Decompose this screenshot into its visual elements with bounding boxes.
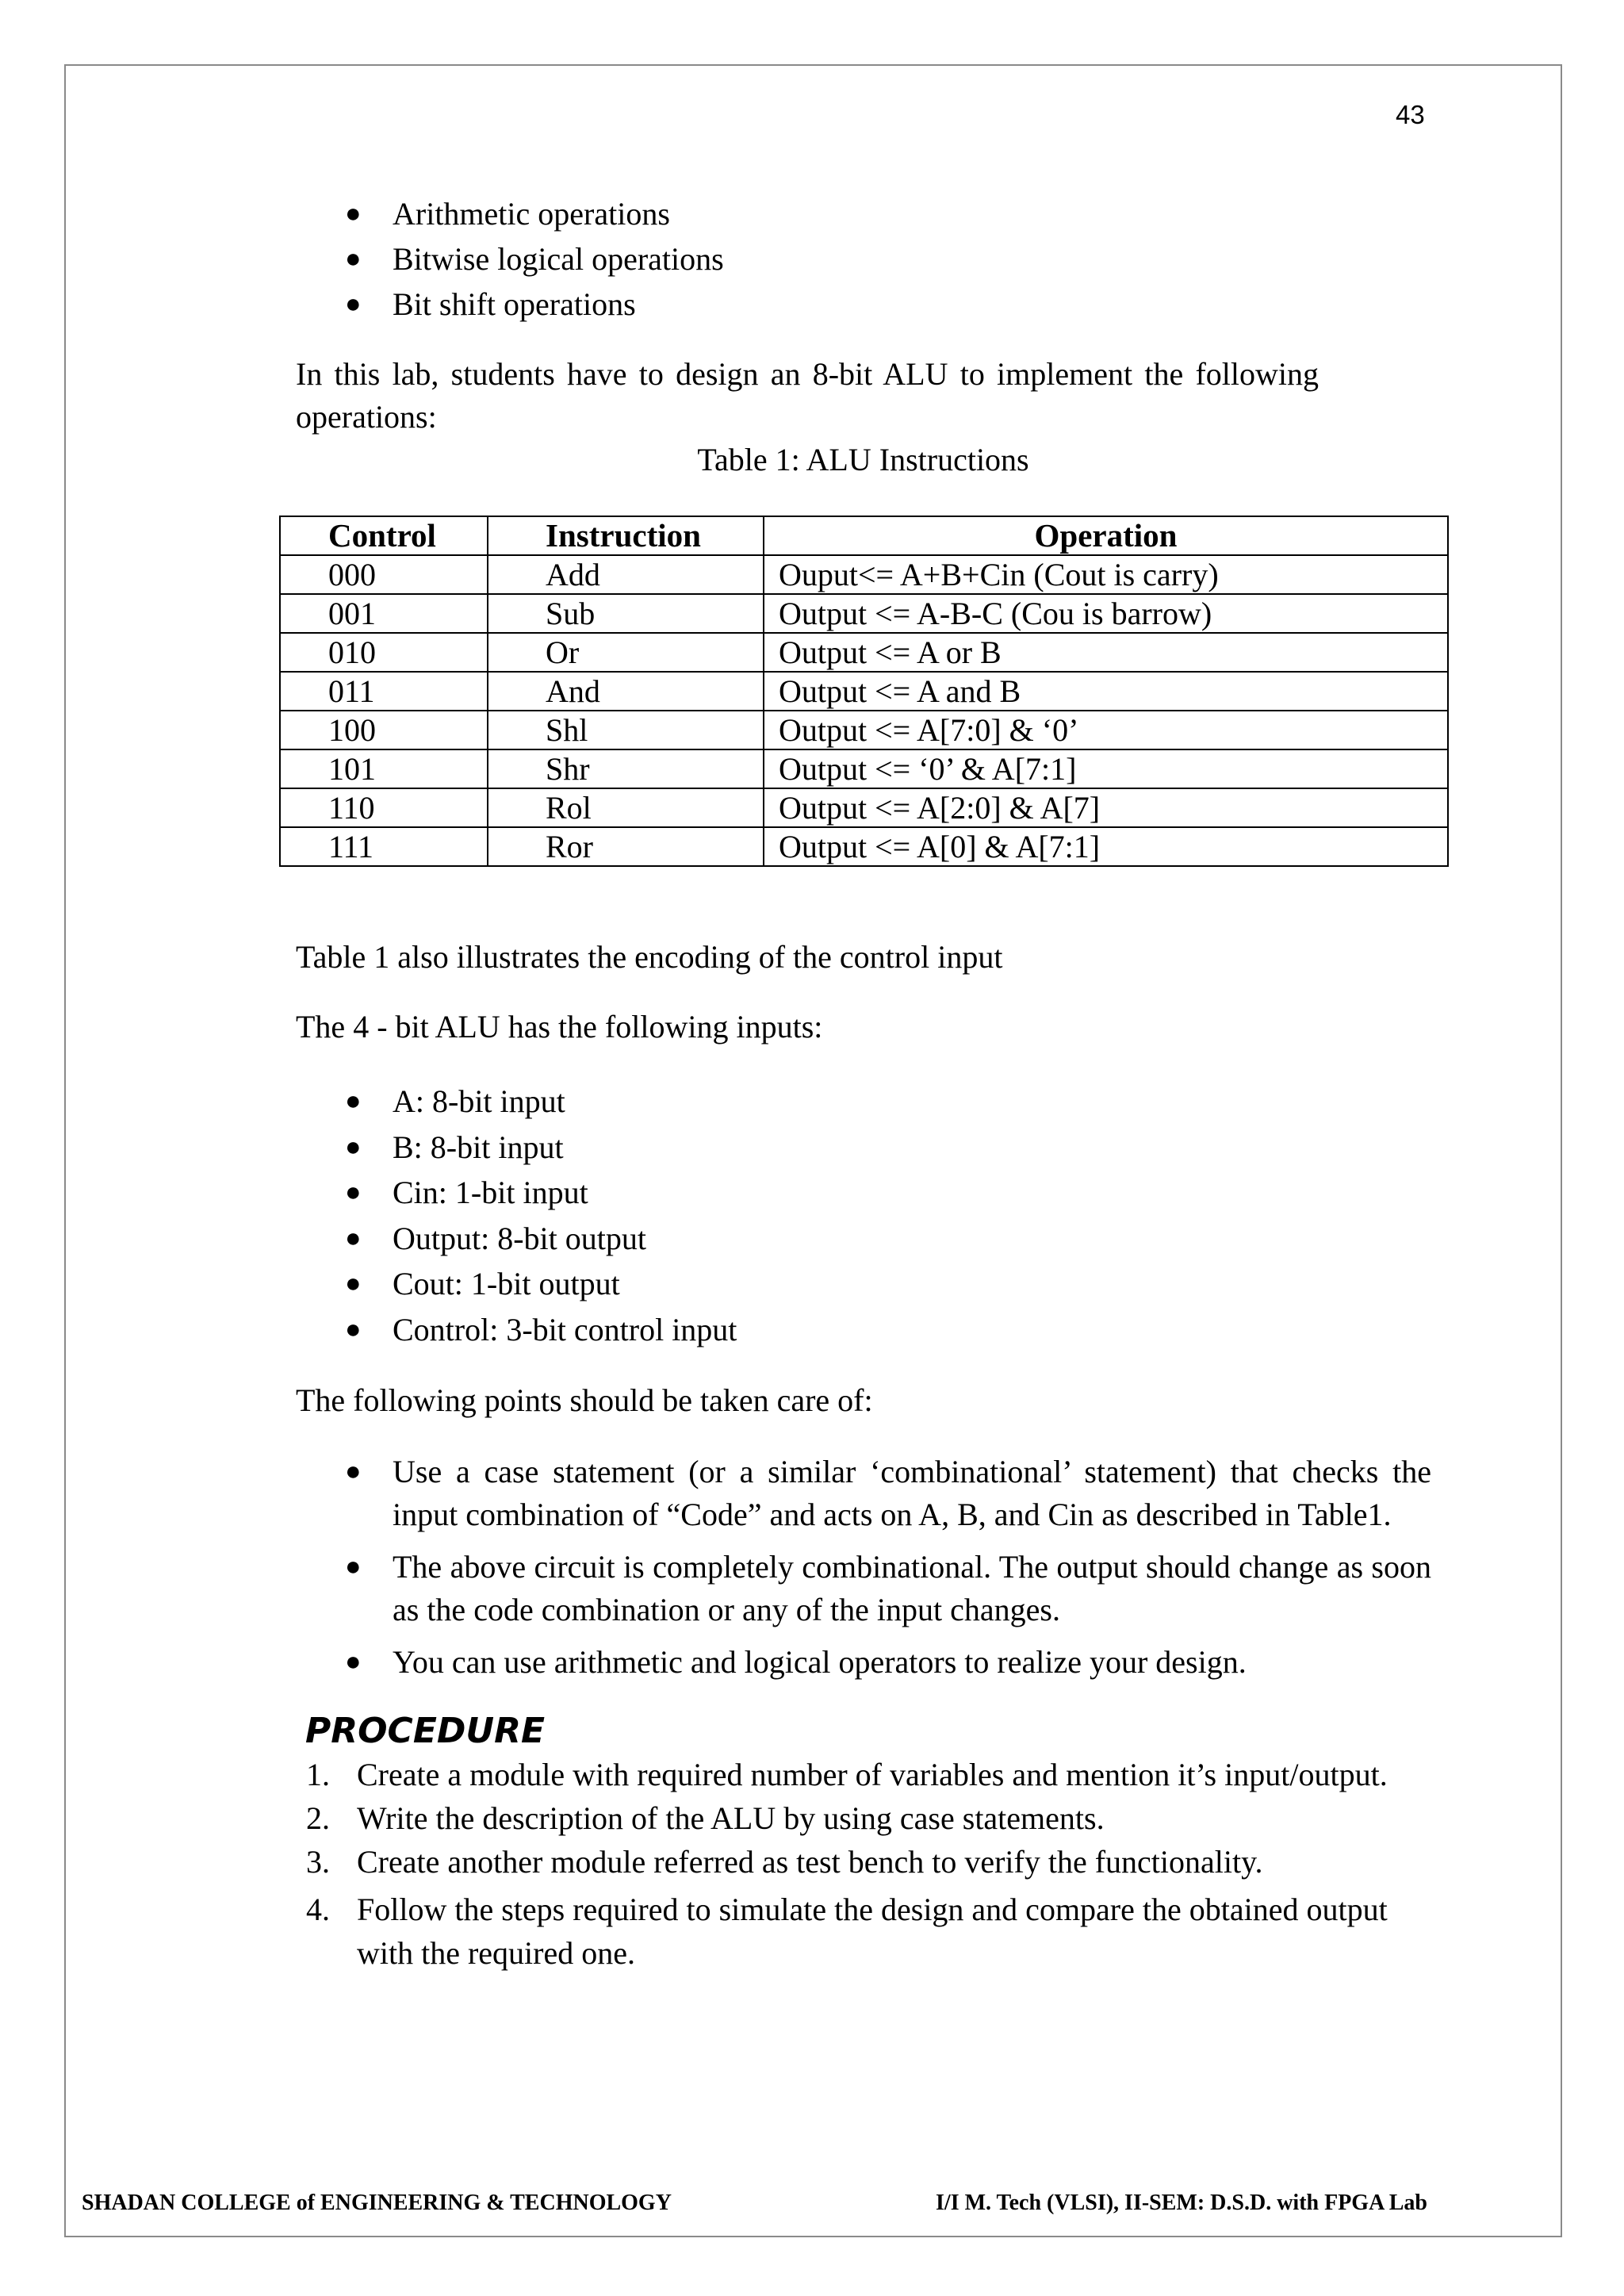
column-header: Instruction	[488, 516, 764, 555]
control-cell: 000	[280, 555, 488, 594]
table-row	[280, 749, 1448, 788]
operation-cell: Ouput<= A+B+Cin (Cout is carry)	[764, 555, 1448, 594]
instruction-cell: Shr	[488, 749, 764, 788]
list-item: 2. Write the description of the ALU by using case statements.	[357, 1796, 1435, 1840]
bullet-icon: ●	[345, 1087, 362, 1116]
list-item: ● Cout: 1-bit output	[393, 1263, 1423, 1309]
points-intro: The following points should be taken care of:	[296, 1382, 873, 1418]
bullet-icon: ●	[345, 1132, 362, 1162]
instruction-cell: Ror	[488, 827, 764, 866]
list-item: ● B: 8-bit input	[393, 1126, 1423, 1172]
list-item: 4. Follow the steps required to simulate the design and compare the obtained output with the required one.	[357, 1888, 1435, 1975]
list-item: ● The above circuit is completely combinational. The output should change as soon as the code combination or any of the input changes.	[393, 1546, 1431, 1631]
footer-course-info: I/I M. Tech (VLSI), II-SEM: D.S.D. with FPGA Lab	[936, 2191, 1427, 2215]
procedure-title: PROCEDURE	[305, 1711, 546, 1751]
bullet-icon: ●	[345, 1314, 362, 1344]
operation-cell: Output <= A-B-C (Cou is barrow)	[764, 594, 1448, 633]
control-cell: 001	[280, 594, 488, 633]
page-number: 43	[1396, 100, 1425, 129]
operation-cell: Output <= A[0] & A[7:1]	[764, 827, 1448, 866]
instruction-cell: Sub	[488, 594, 764, 633]
instruction-cell: Or	[488, 633, 764, 672]
table-row	[280, 555, 1448, 594]
list-item: ● Use a case statement (or a similar ‘combinational’ statement) that checks the input combination of “Code” and acts on A, B, and Cin as described in Table1.	[393, 1451, 1431, 1536]
step-number: 1.	[306, 1757, 330, 1792]
points-list	[345, 1451, 1431, 1693]
bullet-icon: ●	[345, 1457, 362, 1486]
bullet-icon: ●	[345, 1223, 362, 1253]
instruction-cell: Rol	[488, 788, 764, 827]
list-item: 3. Create another module referred as test bench to verify the functionality.	[357, 1840, 1435, 1884]
list-item: ● Bit shift operations	[393, 283, 1423, 328]
footer-college-name: SHADAN COLLEGE of ENGINEERING & TECHNOLOGY	[82, 2191, 672, 2215]
intro-paragraph: In this lab, students have to design an 8-bit ALU to implement the following operations:	[296, 356, 1319, 435]
list-item: ● Cin: 1-bit input	[393, 1171, 1423, 1217]
control-cell: 111	[280, 827, 488, 866]
table-row	[280, 788, 1448, 827]
table-caption: Table 1: ALU Instructions	[697, 442, 1029, 477]
table-row	[280, 711, 1448, 749]
operation-cell: Output <= ‘0’ & A[7:1]	[764, 749, 1448, 788]
table-header-row	[280, 516, 1448, 555]
inputs-intro: The 4 - bit ALU has the following inputs:	[296, 1009, 823, 1045]
step-number: 2.	[306, 1800, 330, 1836]
operation-cell: Output <= A and B	[764, 672, 1448, 711]
control-cell: 110	[280, 788, 488, 827]
inputs-list	[345, 1080, 1423, 1354]
control-cell: 101	[280, 749, 488, 788]
alu-instructions-table	[279, 516, 1449, 867]
list-item: ● Bitwise logical operations	[393, 238, 1423, 283]
step-number: 4.	[306, 1892, 330, 1927]
operation-cell: Output <= A[7:0] & ‘0’	[764, 711, 1448, 749]
list-item: 1. Create a module with required number of variables and mention it’s input/output.	[357, 1753, 1435, 1796]
bullet-icon: ●	[345, 289, 362, 319]
operation-cell: Output <= A or B	[764, 633, 1448, 672]
bullet-icon: ●	[345, 1178, 362, 1207]
table-note: Table 1 also illustrates the encoding of the control input	[296, 939, 1003, 975]
table-row	[280, 594, 1448, 633]
instruction-cell: And	[488, 672, 764, 711]
operation-cell: Output <= A[2:0] & A[7]	[764, 788, 1448, 827]
control-cell: 011	[280, 672, 488, 711]
list-item: ● Arithmetic operations	[393, 193, 1423, 238]
table-row	[280, 827, 1448, 866]
table-row	[280, 672, 1448, 711]
instruction-cell: Shl	[488, 711, 764, 749]
list-item: ● A: 8-bit input	[393, 1080, 1423, 1126]
intro-bullet-list	[345, 193, 1423, 328]
bullet-icon: ●	[345, 1269, 362, 1298]
bullet-icon: ●	[345, 199, 362, 228]
table-row	[280, 633, 1448, 672]
bullet-icon: ●	[345, 1647, 362, 1677]
instruction-cell: Add	[488, 555, 764, 594]
table-caption-wrap	[279, 441, 1447, 478]
list-item: ● You can use arithmetic and logical operators to realize your design.	[393, 1641, 1431, 1684]
step-number: 3.	[306, 1844, 330, 1880]
bullet-icon: ●	[345, 244, 362, 274]
column-header: Operation	[764, 516, 1448, 555]
list-item: ● Control: 3-bit control input	[393, 1309, 1423, 1355]
control-cell: 010	[280, 633, 488, 672]
column-header: Control	[280, 516, 488, 555]
list-item: ● Output: 8-bit output	[393, 1217, 1423, 1263]
bullet-icon: ●	[345, 1552, 362, 1581]
control-cell: 100	[280, 711, 488, 749]
procedure-steps	[306, 1753, 1435, 1975]
